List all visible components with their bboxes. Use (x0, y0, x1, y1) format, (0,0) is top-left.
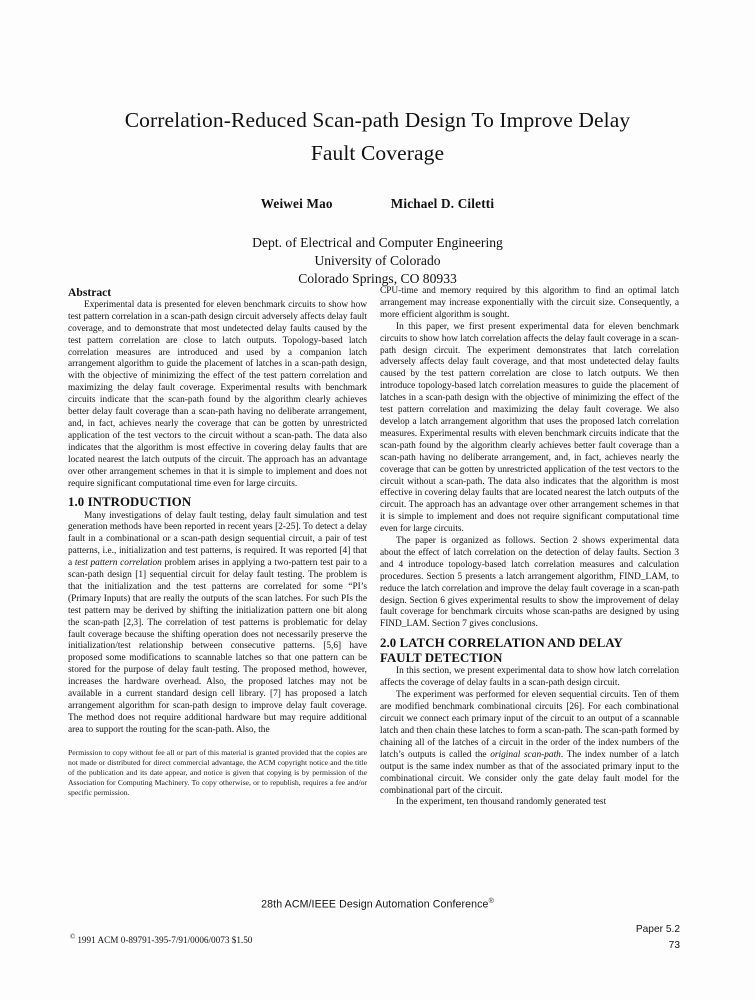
copyright-permission-notice: Permission to copy without fee all or part of this material is granted provided that the copies are not made or distributed for direct commercial advantage, the ACM copyright notice and the title of the publication and its date appear, and notice is given that copying is by permission of the Association for Computing Machinery. To copy otherwise, or to republish, requires a fee and/or specific permission. (68, 747, 367, 797)
copyright-text: 1991 ACM 0-89791-395-7/91/0006/0073 $1.50 (77, 934, 253, 945)
right-column (380, 286, 679, 886)
paper-title-line-2: Fault Coverage (310, 140, 445, 165)
section-heading-latch-correlation (380, 636, 679, 666)
introduction-paragraph (68, 511, 367, 737)
affiliation-department: Dept. of Electrical and Computer Engineering (252, 235, 503, 251)
section2-paragraph-2 (380, 690, 679, 797)
copyright-line (72, 933, 252, 945)
section2-paragraph-1: In this section, we present experimental data to show how latch correlation affects the coverage of delay faults in a scan-path design circuit. (380, 666, 679, 689)
page-title (98, 104, 658, 169)
paper-number: Paper 5.2 (635, 923, 680, 935)
intro-italic-term: test pattern correlation (74, 558, 162, 569)
body-columns (68, 286, 680, 886)
title-block (0, 0, 755, 287)
conference-name (0, 898, 755, 911)
section2-heading-line-2: FAULT DETECTION (380, 651, 503, 666)
affiliation-block (0, 234, 755, 287)
section2-italic-term: original scan-path (490, 749, 561, 760)
intro-text-part-b: problem arises in applying a two-pattern test pair to a scan-path design [1] sequential circuit for delay fault testing. The problem is that the initialization and the test patterns are correlated for some “PI’s (Primary Inputs) that are really the outputs of the scan latches. For such PIs the test pattern may be derived by shifting the initialization pattern one bit along the scan-path [2,3]. The correlation of test patterns is problematic for delay fault coverage because the shifting operation does not necessarily preserve the initialization/test relationship between consecutive patterns. [5,6] have proposed some modifications to scannable latches so that one pattern can be stored for the purpose of delay fault testing. The proposed method, however, increases the hardware overhead. Also, the proposed latches may not be available in a current standard design cell library. [7] has proposed a latch arrangement algorithm for scan-path design to improve delay fault coverage. The method does not require additional hardware but may require additional area to support the routing for the scan-path. Also, the (68, 558, 368, 735)
abstract-paragraph: Experimental data is presented for eleven benchmark circuits to show how test pattern correlation in a scan-path design circuit adversely affects delay fault coverage, and to demonstrate that most undetected delay faults caused by the test pattern correlation are close to latch outputs. Topology-based latch correlation measures are introduced and used by a companion latch arrangement algorithm to guide the placement of latches in a scan-path design, with the objective of minimizing the effect of the test pattern correlation and maximizing the delay fault coverage. Experimental results with benchmark circuits indicate that the scan-path found by the algorithm clearly achieves better delay fault coverage than a scan-path having no deliberate arrangement, and, in fact, achieves nearly the coverage that can be gotten by unrestricted application of the test vectors to the circuit without a scan-path. The data also indicates that the algorithm is most effective in covering delay faults that are located nearest the latch outputs of the circuit. The approach has an advantage over other arrangement schemes in that it is simple to implement and does not require significant computational time even for large circuits. (68, 299, 367, 489)
section2-paragraph-3: In the experiment, ten thousand randomly generated test (396, 797, 607, 808)
page-footer (0, 898, 755, 962)
author-name-1: Weiwei Mao (260, 196, 333, 212)
page-number: 73 (668, 940, 680, 952)
paper-organization-paragraph: The paper is organized as follows. Section 2 shows experimental data about the effect of latch correlation on the detection of delay faults. Section 3 and 4 introduce topology-based latch correlation measures and calculation procedures. Section 5 presents a latch arrangement algorithm, FIND_LAM, to reduce the latch correlation and improve the delay fault coverage in a scan-path design. Section 6 gives experimental results to show the improvement of delay fault coverage for benchmark circuits whose scan-paths are designed by using FIND_LAM. Section 7 gives conclusions. (380, 536, 679, 630)
section2-text-part-b: . The index number of a latch output is the same index number as that of the associated primary input to the combinational circuit. We consider only the gate delay fault model for the combinational part of the circuit. (380, 749, 679, 796)
affiliation-institution: University of Colorado (314, 253, 441, 269)
abstract-heading: Abstract (68, 286, 112, 299)
continued-paragraph: CPU-time and memory required by this algorithm to find an optimal latch arrangement may increase exponentially with the circuit size. Consequently, a more efficient algorithm is sought. (380, 286, 679, 320)
section-heading-introduction: 1.0 INTRODUCTION (68, 495, 192, 510)
copyright-icon: © (70, 932, 76, 941)
paper-identifier (636, 922, 680, 955)
section2-heading-line-1: 2.0 LATCH CORRELATION AND DELAY (380, 636, 623, 651)
conference-name-text: 28th ACM/IEEE Design Automation Conference (261, 898, 489, 911)
paper-contribution-paragraph: In this paper, we first present experimental data for eleven benchmark circuits to show how latch correlation affects the delay fault coverage in a scan-path design circuit. The experiment demonstrates that latch correlation adversely affects delay fault coverage, and that most undetected delay faults caused by the test pattern correlation are close to latch outputs. We then introduce topology-based latch correlation measures to guide the placement of latches in a scan-path design with the objective of minimizing the effect of the test pattern correlation and maximizing the delay fault coverage. We also develop a latch arrangement algorithm that uses the proposed latch correlation measures. Experimental results with eleven benchmark circuits indicate that the scan-path found by the algorithm clearly achieves better fault coverage than a scan-path having no deliberate arrangement, and, in fact, achieves nearly the coverage that can be gotten by unrestricted application of the test vectors to the circuit without a scan-path. The data also indicates that the algorithm is most effective in covering delay faults that are located nearest the latch outputs of the circuit. The approach has an advantage over other arrangement schemes in that it is simple to implement and does not require significant computational time even for large circuits. (380, 321, 679, 535)
affiliation-city-state-zip: Colorado Springs, CO 80933 (298, 270, 457, 286)
registered-trademark-icon: ® (488, 898, 494, 905)
footer-columns (0, 922, 755, 962)
paper-title-line-1: Correlation-Reduced Scan-path Design To Improve Delay (124, 108, 631, 132)
author-list (0, 196, 755, 212)
left-column (68, 286, 367, 886)
section2-text-part-a: The experiment was performed for eleven sequential circuits. Ten of them are modified benchmark combinational circuits [26]. For each combinational circuit we connect each primary input of the circuit to an output of a scannable latch and then chain these latches to form a scan-path. The scan-path formed by chaining all of the latches of a circuit in the order of the index numbers of the latch’s outputs is called the (380, 690, 679, 760)
intro-text-part-a: Many investigations of delay fault testing, delay fault simulation and test generation methods have been reported in recent years [2-25]. To detect a delay fault in a combinational or a scan-path design sequential circuit, a pair of test patterns, i.e., initialization and test patterns, is required. It was reported [4] that a (68, 510, 367, 569)
author-name-2: Michael D. Ciletti (390, 196, 495, 212)
